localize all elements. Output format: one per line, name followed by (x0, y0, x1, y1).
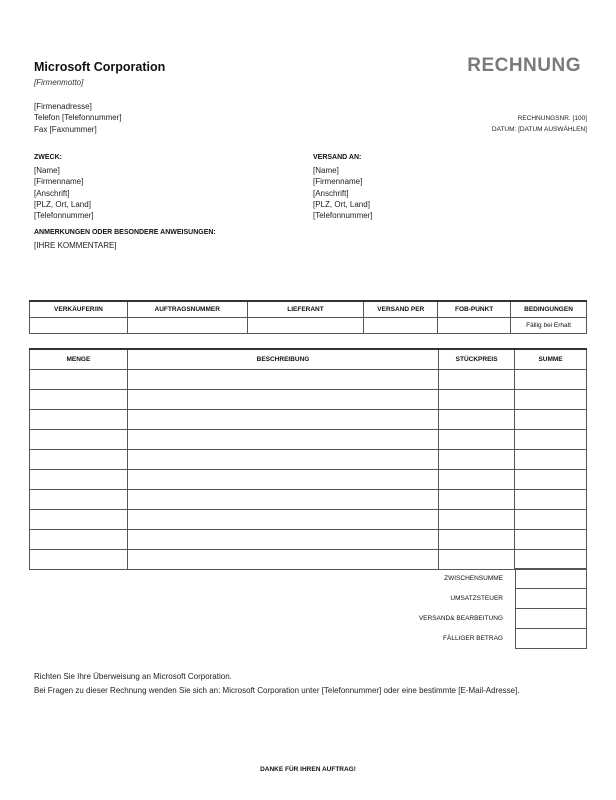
footer-notes (34, 670, 520, 698)
subtotal-value[interactable] (516, 569, 587, 589)
company-phone: Telefon [Telefonnummer] (34, 113, 122, 123)
order-cell-supplier[interactable] (247, 318, 364, 334)
items-col-unit-price: STÜCKPREIS (439, 349, 515, 370)
table-row (30, 430, 587, 450)
amount-due-label: FÄLLIGER BETRAG (443, 635, 503, 642)
order-cell-seller[interactable] (30, 318, 128, 334)
bill-to-heading: ZWECK: (34, 154, 62, 161)
table-row (30, 530, 587, 550)
order-col-supplier: LIEFERANT (247, 301, 364, 318)
ship-to-company: [Firmenname] (313, 177, 363, 187)
invoice-meta (492, 113, 587, 136)
subtotal-label: ZWISCHENSUMME (444, 575, 503, 582)
amount-due-value[interactable] (516, 629, 587, 649)
company-motto: [Firmenmotto] (34, 78, 84, 87)
order-cell-terms[interactable]: Fällig bei Erhalt (511, 318, 587, 334)
bill-to-block (34, 165, 94, 221)
tax-row (355, 589, 587, 609)
ship-to-name: [Name] (313, 166, 339, 175)
table-row (30, 550, 587, 570)
ship-to-phone: [Telefonnummer] (313, 211, 373, 221)
footer-payment-note: Richten Sie Ihre Überweisung an Microsoft Corporation. (34, 672, 232, 681)
order-col-shipping: VERSAND PER (364, 301, 438, 318)
ship-to-city: [PLZ, Ort, Land] (313, 199, 370, 209)
order-cell-fob[interactable] (438, 318, 511, 334)
order-header-row (30, 301, 587, 318)
thank-you-text: DANKE FÜR IHREN AUFTRAG! (260, 766, 356, 773)
company-name: Microsoft Corporation (34, 60, 166, 74)
company-street: [Firmenadresse] (34, 102, 92, 111)
ship-to-heading: VERSAND AN: (313, 154, 362, 161)
tax-value[interactable] (516, 589, 587, 609)
items-header-row (30, 349, 587, 370)
order-col-terms: BEDINGUNGEN (511, 301, 587, 318)
bill-to-name: [Name] (34, 166, 60, 175)
footer-contact-note: Bei Fragen zu dieser Rechnung wenden Sie sich an: Microsoft Corporation unter [Telefonnummer] oder eine bestimmte [E-Mail-Adresse]. (34, 686, 520, 695)
items-col-total: SUMME (515, 349, 587, 370)
company-address-block (34, 101, 122, 135)
order-cell-shipping[interactable] (364, 318, 438, 334)
totals-table (355, 568, 587, 649)
order-col-seller: VERKÄUFER/IN (30, 301, 128, 318)
invoice-number: RECHNUNGSNR. [100] (517, 115, 587, 122)
order-col-fob: FOB-PUNKT (438, 301, 511, 318)
order-value-row (30, 318, 587, 334)
bill-to-phone: [Telefonnummer] (34, 211, 94, 221)
shipping-row (355, 609, 587, 629)
table-row (30, 470, 587, 490)
table-row (30, 490, 587, 510)
order-col-order-number: AUFTRAGSNUMMER (127, 301, 247, 318)
table-row (30, 390, 587, 410)
table-row (30, 410, 587, 430)
bill-to-company: [Firmenname] (34, 177, 84, 187)
subtotal-row (355, 569, 587, 589)
shipping-label: VERSAND& BEARBEITUNG (418, 615, 503, 622)
line-items-table (29, 348, 587, 570)
amount-due-row (355, 629, 587, 649)
table-row (30, 370, 587, 390)
items-col-description: BESCHREIBUNG (127, 349, 438, 370)
tax-label: UMSATZSTEUER (450, 595, 503, 602)
company-fax: Fax [Faxnummer] (34, 124, 97, 134)
table-row (30, 510, 587, 530)
ship-to-address: [Anschrift] (313, 188, 349, 198)
order-info-table (29, 300, 587, 334)
shipping-value[interactable] (516, 609, 587, 629)
bill-to-address: [Anschrift] (34, 188, 70, 198)
invoice-date: DATUM: [DATUM AUSWÄHLEN] (491, 126, 587, 134)
items-col-quantity: MENGE (30, 349, 128, 370)
notes-value: [IHRE KOMMENTARE] (34, 241, 117, 250)
table-row (30, 450, 587, 470)
notes-heading: ANMERKUNGEN ODER BESONDERE ANWEISUNGEN: (34, 229, 216, 236)
document-title: RECHNUNG (467, 55, 581, 76)
bill-to-city: [PLZ, Ort, Land] (34, 199, 91, 209)
ship-to-block (313, 165, 373, 221)
order-cell-order-number[interactable] (127, 318, 247, 334)
